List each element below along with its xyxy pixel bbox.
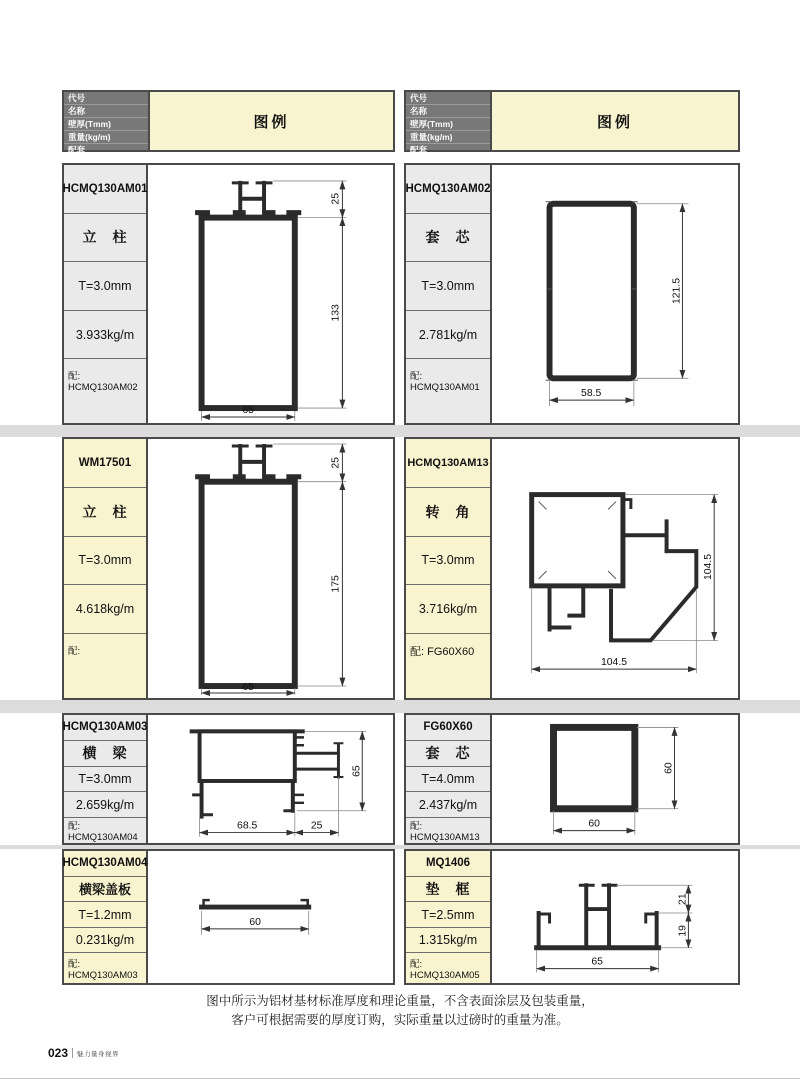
header-label-weight: 重量(kg/m) — [406, 130, 490, 143]
profile-block-hcmq130am02 — [404, 163, 740, 425]
dim-label-top: 25 — [330, 192, 342, 205]
profile-match: 配: HCMQ130AM05 — [406, 952, 490, 983]
profile-thickness: T=3.0mm — [64, 766, 146, 792]
legend-title: 图例 — [148, 92, 393, 150]
header-row-labels — [406, 92, 490, 155]
row-gap-strip — [0, 425, 800, 437]
header-label-thickness: 壁厚(Tmm) — [64, 117, 148, 130]
page-tagline: 魅力量身视界 — [77, 1050, 120, 1058]
profile-code: HCMQ130AM01 — [62, 182, 148, 195]
profile-code: FG60X60 — [423, 721, 473, 734]
profile-code: WM17501 — [78, 456, 132, 469]
profile-weight: 2.659kg/m — [64, 791, 146, 817]
profile-weight: 2.781kg/m — [406, 310, 490, 359]
profile-block-fg60x60 — [404, 713, 740, 845]
profile-thickness: T=3.0mm — [64, 261, 146, 310]
dim-label-height: 60 — [663, 762, 675, 774]
profile-name: 立 柱 — [64, 213, 146, 262]
header-row-labels — [64, 92, 148, 155]
header-label-weight: 重量(kg/m) — [64, 130, 148, 143]
profile-code: HCMQ130AM13 — [407, 456, 489, 469]
footer-note — [0, 992, 800, 1031]
dim-label-top: 25 — [330, 457, 342, 469]
profile-weight: 4.618kg/m — [64, 584, 146, 633]
dim-label-width: 60 — [588, 818, 600, 830]
profile-match: 配: FG60X60 — [406, 633, 490, 698]
profile-match: 配: HCMQ130AM01 — [406, 358, 490, 423]
profile-specs — [64, 439, 148, 698]
profile-match: 配: HCMQ130AM13 — [406, 817, 490, 843]
dim-label-height: 65 — [351, 765, 363, 777]
profile-thickness: T=3.0mm — [64, 536, 146, 585]
page-number: 023 — [48, 1046, 69, 1060]
profile-weight: 0.231kg/m — [64, 927, 146, 953]
header-label-name: 名称 — [406, 104, 490, 117]
profile-drawing — [492, 715, 738, 843]
square-tube-section-drawing — [492, 715, 738, 843]
mullion-section-drawing — [148, 439, 393, 698]
dim-label-bottom: 19 — [677, 925, 689, 937]
dim-label-height: 133 — [330, 304, 342, 322]
profile-drawing — [492, 851, 738, 983]
dim-label-top: 21 — [677, 893, 689, 905]
profile-match: 配: HCMQ130AM04 — [64, 817, 146, 843]
profile-code: HCMQ130AM04 — [62, 857, 148, 870]
profile-block-hcmq130am01 — [62, 163, 395, 425]
profile-weight: 1.315kg/m — [406, 927, 490, 953]
pad-frame-section-drawing — [492, 851, 738, 983]
mullion-section-drawing — [148, 165, 393, 423]
profile-drawing — [148, 851, 393, 983]
profile-name: 横 梁 — [64, 740, 146, 766]
row-gap-strip — [0, 700, 800, 713]
dim-label-width: 68.5 — [237, 820, 258, 832]
profile-name: 横梁盖板 — [64, 876, 146, 902]
profile-name: 套 芯 — [406, 213, 490, 262]
profile-name: 套 芯 — [406, 740, 490, 766]
profile-match: 配: HCMQ130AM03 — [64, 952, 146, 983]
footer-divider — [72, 1048, 73, 1058]
profile-code: HCMQ130AM03 — [62, 721, 148, 734]
profile-specs — [406, 851, 492, 983]
profile-block-hcmq130am04 — [62, 849, 395, 985]
profile-specs — [406, 715, 492, 843]
profile-drawing — [148, 439, 393, 698]
dim-label-width: 60 — [249, 916, 261, 928]
header-label-code: 代号 — [410, 93, 428, 103]
profile-thickness: T=2.5mm — [406, 901, 490, 927]
profile-drawing — [148, 165, 393, 423]
header-label-match: 配套 — [406, 143, 490, 156]
table-header-right — [404, 90, 740, 155]
footer-note-line2: 客户可根据需要的厚度订购，实际重量以过磅时的重量为准。 — [231, 1013, 569, 1028]
profile-weight: 2.437kg/m — [406, 791, 490, 817]
profile-specs — [406, 439, 492, 698]
profile-thickness: T=1.2mm — [64, 901, 146, 927]
dim-label-width: 65 — [242, 682, 254, 694]
bottom-rule — [0, 1078, 800, 1079]
profile-specs — [64, 165, 148, 423]
profile-block-wm17501 — [62, 437, 395, 700]
profile-name: 垫 框 — [406, 876, 490, 902]
profile-thickness: T=4.0mm — [406, 766, 490, 792]
dim-label-height: 121.5 — [671, 278, 683, 305]
profile-specs — [64, 851, 148, 983]
profile-thickness: T=3.0mm — [406, 536, 490, 585]
dim-label-height: 175 — [330, 575, 342, 593]
dim-label-width: 58.5 — [581, 388, 602, 400]
profile-name: 转 角 — [406, 487, 490, 536]
profile-name: 立 柱 — [64, 487, 146, 536]
cover-plate-section-drawing — [148, 851, 393, 983]
profile-block-hcmq130am13 — [404, 437, 740, 700]
profile-drawing — [148, 715, 393, 843]
dim-label-width: 65 — [591, 956, 603, 968]
profile-block-hcmq130am03 — [62, 713, 395, 845]
page-footer — [48, 1046, 119, 1060]
sleeve-core-section-drawing — [492, 165, 738, 423]
dim-label-width: 65 — [242, 405, 254, 417]
profile-match: 配: — [64, 633, 146, 698]
profile-weight: 3.933kg/m — [64, 310, 146, 359]
profile-weight: 3.716kg/m — [406, 584, 490, 633]
corner-section-drawing — [492, 439, 738, 698]
header-label-thickness: 壁厚(Tmm) — [406, 117, 490, 130]
beam-section-drawing — [148, 715, 393, 843]
header-label-code: 代号 — [68, 93, 86, 103]
profile-specs — [64, 715, 148, 843]
legend-title: 图例 — [490, 92, 738, 150]
dim-label-width: 104.5 — [600, 657, 628, 669]
header-label-name: 名称 — [64, 104, 148, 117]
footer-note-line1: 图中所示为铝材基材标准厚度和理论重量，不含表面涂层及包装重量， — [206, 994, 594, 1008]
profile-drawing — [492, 165, 738, 423]
profile-specs — [406, 165, 492, 423]
profile-code: MQ1406 — [425, 857, 471, 870]
profile-code: HCMQ130AM02 — [405, 182, 491, 195]
header-label-match: 配套 — [64, 143, 148, 156]
profile-thickness: T=3.0mm — [406, 261, 490, 310]
profile-match: 配: HCMQ130AM02 — [64, 358, 146, 423]
table-header-left — [62, 90, 395, 155]
dim-label-width2: 25 — [310, 820, 323, 832]
dim-label-height: 104.5 — [703, 553, 715, 581]
profile-block-mq1406 — [404, 849, 740, 985]
profile-drawing — [492, 439, 738, 698]
